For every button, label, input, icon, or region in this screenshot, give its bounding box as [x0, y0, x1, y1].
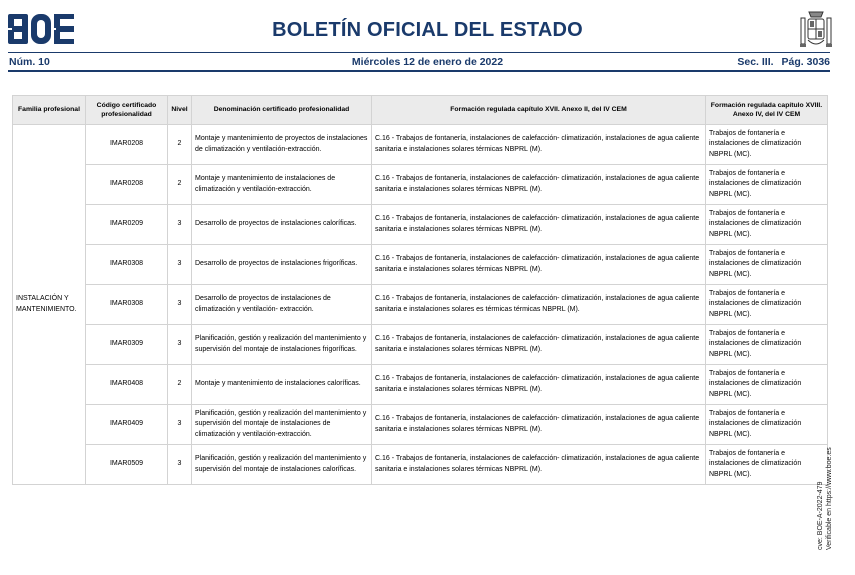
name-cell: Planificación, gestión y realización del mantenimiento y supervisión del montaje de instalaciones frigoríficas. [192, 325, 372, 365]
level-cell: 2 [168, 365, 192, 405]
header-level: Nivel [168, 96, 192, 125]
header-anexo4: Formación regulada capítulo XVIII. Anexo IV, del IV CEM [706, 96, 828, 125]
name-cell: Montaje y mantenimiento de proyectos de instalaciones de climatización y ventilación-extracción. [192, 125, 372, 165]
anexo2-cell: C.16 - Trabajos de fontanería, instalaciones de calefacción- climatización, instalaciones de agua caliente sanitaria e instalaciones solares térmicas NBPRL (M). [372, 365, 706, 405]
table-row [13, 445, 828, 485]
anexo2-cell: C.16 - Trabajos de fontanería, instalaciones de calefacción- climatización, instalaciones de agua caliente sanitaria e instalaciones solares térmicas NBPRL (M). [372, 325, 706, 365]
code-cell: IMAR0309 [86, 325, 168, 365]
level-cell: 2 [168, 125, 192, 165]
anexo2-cell: C.16 - Trabajos de fontanería, instalaciones de calefacción- climatización, instalaciones de agua caliente sanitaria e instalaciones solares es térmicas térmicas NBPRL (M). [372, 285, 706, 325]
name-cell: Desarrollo de proyectos de instalaciones de climatización y ventilación- extracción. [192, 285, 372, 325]
anexo2-cell: C.16 - Trabajos de fontanería, instalaciones de calefacción- climatización, instalaciones de agua caliente sanitaria e instalaciones solares térmicas NBPRL (M). [372, 165, 706, 205]
anexo4-cell: Trabajos de fontanería e instalaciones de climatización NBPRL (MC). [706, 165, 828, 205]
level-cell: 3 [168, 245, 192, 285]
anexo4-cell: Trabajos de fontanería e instalaciones de climatización NBPRL (MC). [706, 405, 828, 445]
code-cell: IMAR0408 [86, 365, 168, 405]
code-cell: IMAR0308 [86, 285, 168, 325]
anexo4-cell: Trabajos de fontanería e instalaciones de climatización NBPRL (MC). [706, 325, 828, 365]
table-row [13, 165, 828, 205]
table-row [13, 365, 828, 405]
table-row [13, 205, 828, 245]
anexo4-cell: Trabajos de fontanería e instalaciones de climatización NBPRL (MC). [706, 125, 828, 165]
level-cell: 3 [168, 285, 192, 325]
header-rule [8, 52, 830, 53]
cve-code: cve: BOE-A-2022-479 [817, 481, 824, 550]
code-cell: IMAR0209 [86, 205, 168, 245]
code-cell: IMAR0208 [86, 125, 168, 165]
issue-number: Núm. 10 [9, 56, 50, 68]
coat-of-arms-icon [799, 10, 833, 50]
header-anexo2: Formación regulada capítulo XVII. Anexo II, del IV CEM [372, 96, 706, 125]
verification-sidebar [816, 447, 834, 550]
gazette-title: BOLETÍN OFICIAL DEL ESTADO [272, 19, 583, 41]
level-cell: 3 [168, 205, 192, 245]
name-cell: Montaje y mantenimiento de instalaciones caloríficas. [192, 365, 372, 405]
anexo4-cell: Trabajos de fontanería e instalaciones de climatización NBPRL (MC). [706, 205, 828, 245]
issue-date: Miércoles 12 de enero de 2022 [351, 56, 504, 68]
section-label: Sec. III. [737, 56, 774, 68]
code-cell: IMAR0308 [86, 245, 168, 285]
level-cell: 2 [168, 165, 192, 205]
page-number: Pág. 3036 [781, 56, 830, 68]
table-row [13, 325, 828, 365]
level-cell: 3 [168, 325, 192, 365]
name-cell: Montaje y mantenimiento de instalaciones de climatización y ventilación-extracción. [192, 165, 372, 205]
code-cell: IMAR0208 [86, 165, 168, 205]
certificates-table [12, 95, 828, 485]
verify-link[interactable]: Verificable en https://www.boe.es [826, 447, 833, 550]
family-cell: INSTALACIÓN Y MANTENIMIENTO. [13, 125, 86, 485]
name-cell: Desarrollo de proyectos de instalaciones frigoríficas. [192, 245, 372, 285]
level-cell: 3 [168, 445, 192, 485]
anexo4-cell: Trabajos de fontanería e instalaciones de climatización NBPRL (MC). [706, 285, 828, 325]
section-page [729, 56, 830, 68]
anexo2-cell: C.16 - Trabajos de fontanería, instalaciones de calefacción- climatización, instalaciones de agua caliente sanitaria e instalaciones solares térmicas NBPRL (M). [372, 125, 706, 165]
code-cell: IMAR0409 [86, 405, 168, 445]
name-cell: Planificación, gestión y realización del mantenimiento y supervisión del montaje de instalaciones caloríficas. [192, 445, 372, 485]
level-cell: 3 [168, 405, 192, 445]
name-cell: Planificación, gestión y realización del mantenimiento y supervisión del montaje de instalaciones de climatización y ventilación-extracción. [192, 405, 372, 445]
anexo4-cell: Trabajos de fontanería e instalaciones de climatización NBPRL (MC). [706, 245, 828, 285]
table-row [13, 285, 828, 325]
table-row [13, 125, 828, 165]
anexo2-cell: C.16 - Trabajos de fontanería, instalaciones de calefacción- climatización, instalaciones de agua caliente sanitaria e instalaciones solares térmicas NBPRL (M). [372, 245, 706, 285]
code-cell: IMAR0509 [86, 445, 168, 485]
header-code: Código certificado profesionalidad [86, 96, 168, 125]
anexo2-cell: C.16 - Trabajos de fontanería, instalaciones de calefacción- climatización, instalaciones de agua caliente sanitaria e instalaciones solares térmicas NBPRL (M). [372, 405, 706, 445]
table-header-row [13, 96, 828, 125]
header-rule-bottom [8, 70, 830, 72]
anexo4-cell: Trabajos de fontanería e instalaciones de climatización NBPRL (MC). [706, 445, 828, 485]
table-row [13, 245, 828, 285]
header-name: Denominación certificado profesionalidad [192, 96, 372, 125]
header-family: Familia profesional [13, 96, 86, 125]
anexo4-cell: Trabajos de fontanería e instalaciones de climatización NBPRL (MC). [706, 365, 828, 405]
anexo2-cell: C.16 - Trabajos de fontanería, instalaciones de calefacción- climatización, instalaciones de agua caliente sanitaria e instalaciones solares térmicas NBPRL (M). [372, 445, 706, 485]
table-row [13, 405, 828, 445]
anexo2-cell: C.16 - Trabajos de fontanería, instalaciones de calefacción- climatización, instalaciones de agua caliente sanitaria e instalaciones solares térmicas NBPRL (M). [372, 205, 706, 245]
name-cell: Desarrollo de proyectos de instalaciones caloríficas. [192, 205, 372, 245]
